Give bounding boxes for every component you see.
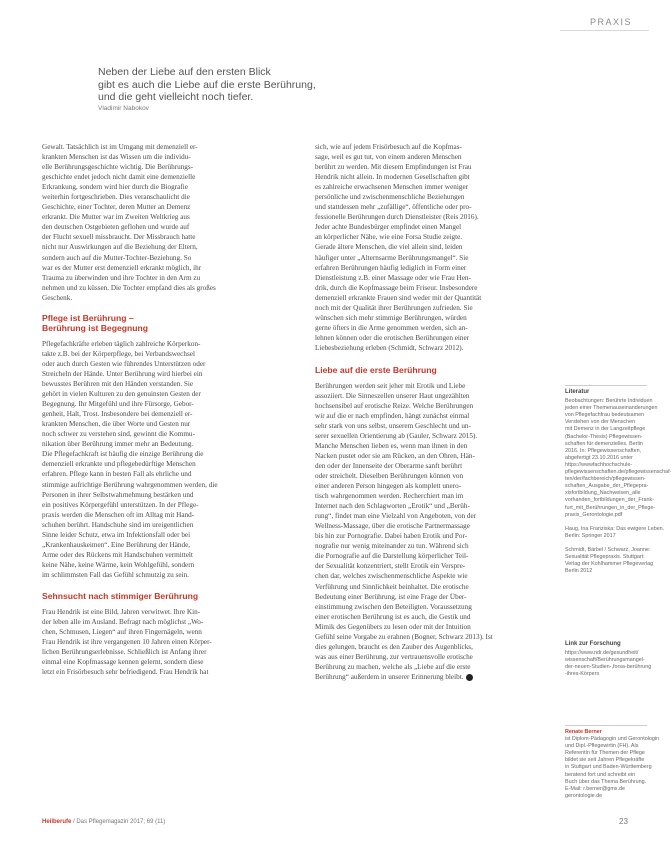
text-line: und stattdessen mehr „zufällige“, öffentliche oder pro- [315,203,472,212]
paragraph-sehnsucht [42,607,303,677]
text-line: E-Mail: r.berner@gmx.de [565,785,625,792]
section-heading-liebe: Liebe auf die erste Berührung [315,364,437,375]
sidebar-literature [565,385,671,575]
pull-quote [98,66,418,112]
text-line: ein positives Körpergefühl unterstützen. In der Pflege- [42,500,199,509]
text-line: erfahren. Pflege kann in besten Fall als ehrliche und [42,470,192,479]
footer-issue-text: / Das Pflegemagazin 2017; 69 (11) [73,819,166,825]
text-line: berührt zu werden. Mit diesem Empfindungen ist Frau [315,163,472,172]
text-line: Manche Menschen lieben es, wenn man ihnen in den [315,441,468,450]
text-line: demenziell erkrankte und pflegebedürftige Menschen [42,460,196,469]
text-line: einer erotischen Berührung ist es auch, die Gestik und [315,612,471,621]
text-line: krankten Menschen, die über Worte und Gesten nur [42,420,191,429]
quote-line: und die geht vielleicht noch tiefer. [98,91,254,103]
text-line: (Bachelor-Thesis) Pflegewissen- [565,433,643,440]
text-line: Jeder achte Bundesbürger empfindet einen Mangel [315,223,462,232]
text-line: wünschen sich mehr stimmige Berührungen, würden [315,313,467,322]
text-line: bis hin zur Pornografie. Dabei haben Erotik und Por- [315,532,468,541]
text-line: Gewalt. Tatsächlich ist im Umgang mit demenziell er- [42,143,198,151]
text-line: demenziell erkrankte Frauen sind weder mit der Quantität [315,293,482,302]
text-line: Geschenk. [42,293,73,302]
quote-line: Neben der Liebe auf den ersten Blick [98,66,271,78]
section-label: PRAXIS [590,17,633,27]
text-line: erkrankt. Die Mutter war im Zweiten Weltkrieg aus [42,213,190,222]
text-line: im schlimmsten Fall das Gefühl schmutzig zu sein. [42,570,189,579]
text-line: Verstehen von der Menschen [565,419,636,426]
text-line: letzt ein Frisörbesuch sehr befriedigend. Frau Hendrik hat [42,667,209,676]
text-line: Haug, Ina Franziska: Das ewigere Leben. [565,525,665,532]
text-line: Streicheln der Hände. Unter Berührung wird hierbei ein [42,369,203,378]
text-line: abgefertigt 23.10.2016 unter [565,454,633,461]
text-line: der-neuen-Studien-,forsa-berührung [565,664,652,671]
sidebar-author [565,725,660,800]
text-line: krankten Menschen ist das Wissen um die individu- [42,153,191,162]
text-line: https://wwwfachhochschule- [565,461,633,468]
text-line: stimmige aufrichtige Berührung wahrgenommen werden, die [42,480,218,489]
text-line: persönliche und zwischenmenschliche Beziehungen [315,193,465,202]
text-line: gerne öfters in die Arme genommen werden, sich an- [315,323,468,332]
text-line [565,540,647,547]
text-line: Internet nach den Schlagworten „Erotik“ und „Berüh- [315,502,470,511]
text-line: einstimmung zwischen den Beteiligten. Voraussetzung [315,602,472,611]
text-line: hochsensibel auf erotische Reize. Welche Berührungen [315,401,474,410]
text-line: Sexualität Pflegepraxis. Stuttgart: [565,554,645,561]
quote-line: gibt es auch die Liebe auf die erste Berührung, [98,78,316,91]
text-line: was aus einer Berührung, zur vertrauensvolle erotische [315,652,473,661]
text-line: der Flucht sexuell missbraucht. Der Missbrauch hatte [42,233,196,242]
text-line: xisfortbildung_Nachweisen_alle [565,490,641,497]
text-line: sehr stark von uns selbst, unserem Geschlecht und un- [315,421,471,430]
text-line: von Pflegefachfrau bedeutsamen [565,412,645,419]
text-line: Begegnung. Ihr Mitgefühl und ihre Fürsorge, Gebor- [42,400,194,409]
literature-title: Literatur [565,389,590,395]
text-line: lehnen können oder die erotischen Berührungen einer [315,333,470,342]
text-line: häufiger unter „Alternsarme Berührungsmangel“. Sie [315,253,469,262]
text-line: Pflegefachkräfte erleben täglich zahlreiche Körperkon- [42,339,201,348]
text-line: und Dipl.-Pflegewirtin (FH). Als [565,743,639,750]
text-line: Personen in ihrer Selbstwahrnehmung bestärken und [42,490,194,499]
article-column-left [42,142,303,677]
text-line: https://www.ndr.de/gesundheit/ [565,650,639,657]
text-line: Dienstleistung z.B. einer Massage oder wie Frau Hen- [315,273,471,282]
text-line: erfahren Berührungen häufig lediglich in Form einer [315,263,467,272]
text-line: bewusstes Berühren mit den Händen verstanden. Sie [42,380,194,389]
text-line: Hendrik nicht allein. In modernen Gesellschaften gibt [315,173,470,182]
sidebar-research-link [565,641,652,678]
text-line: noch schwer zu verstehen sind, gewinnt die Kommu- [42,430,195,439]
paragraph-continued [315,142,561,353]
text-line: der Sexualität konzentriert, stellt Erotik ein Verspre- [315,562,466,571]
text-line: Liebesbeziehung erleben (Schmidt, Schwarz 2012). [315,343,464,352]
text-line: einmal eine Kopfmassage kennen gelernt, sondern diese [42,657,204,666]
text-line: Berührungen werden seit jeher mit Erotik und Liebe [315,381,466,390]
text-line: pflegewissenschaften.de/pflegewissenschaf- [565,469,671,476]
text-line: lichen Berührungserlebnisse. Schließlich ist Anfang ihrer [42,647,207,656]
footer-brand: Heilberufe [42,819,72,825]
paragraph-pflege [42,339,303,580]
text-line: Referentin für Themen der Pflege [565,750,645,757]
text-line: drik, durch die Kopfmassage beim Friseur. Insbesondere [315,283,478,292]
text-line: noch mit der Qualität ihrer Berührungen zufrieden. Sie [315,303,473,312]
text-line: Gerade ältere Menschen, die viel allein sind, leiden [315,243,463,252]
text-line: Arme oder des Rückens mit Handschuhen vermittelt [42,550,193,559]
text-line: gehört in vielen Kulturen zu den genuinsten Gesten der [42,390,201,399]
author-bio [565,736,660,800]
paragraph-intro [42,142,303,303]
text-line: Verführung und Sinnlichkeit beinhaltet. Die erotische [315,582,469,591]
text-line: sage, weil es gut tut, von einem anderen Menschen [315,153,462,162]
text-line: Buch über das Thema Berührung. [565,778,647,785]
text-line: wissenschaft/Berührungsmangel- [565,657,645,664]
text-line: mit Demenz in der Langzeitpflege [565,426,646,433]
text-line: chen, Schmusen, Liegen“ auf ihren Fingernägeln, wenn [42,627,202,636]
text-line: Frau Hendrik ist eine Bild, Jahren verwitwet. Ihre Kin- [42,607,201,616]
text-line: Verlag der Kohlhammer Pflegeverlag [565,561,654,568]
text-line: -ihres-Körpers [565,671,600,678]
text-line: es zahlreiche erwachsenen Menschen immer weniger [315,183,469,192]
text-line: tisch wahrgenommen werden. Recherchiert man im [315,492,464,501]
text-line: dies gelungen, braucht es den Zauber des Augenblicks, [315,642,473,651]
footer-issue [42,819,165,825]
text-line: Bedeutung einer Berührung, ist eine Frage der Über- [315,592,467,601]
text-line: 2016. In: Pflegewissenschaften, [565,447,642,454]
text-line: Schmidt, Bärbel / Schwarz, Joanne: [565,547,651,554]
text-line: Berührung zu machen, welche als „Liebe auf die erste [315,662,471,671]
text-line: Geschichte, einer Tochter, deren Mutter an Demenz [42,203,191,212]
text-line [565,519,647,526]
text-line: serer sexuellen Orientierung ab (Gauler, Schwarz 2015). [315,431,478,440]
text-line: nografie nur wenig miteinander zu tun. Während sich [315,542,469,551]
text-line: schaften_Ausgabe_der_Pflegepra- [565,483,649,490]
text-line: die Pornografie auf die Darstellung körperlicher Teil- [315,552,469,561]
text-line: Berlin: Springer 2017 [565,532,616,539]
text-line: Nacken pustet oder sie am Rücken, an den Ohren, Hän- [315,451,475,460]
section-heading-sehnsucht: Sehnsucht nach stimmiger Berührung [42,590,199,601]
text-line: Trauma zu überwinden und ihre Tochter in den Arm zu [42,273,201,282]
text-line: Gefühl seine Vorgabe zu erahnen (Bogner, Schwarz 2013). Ist [315,632,493,641]
text-line: schuhen berührt. Handschuhe sind im ureigentlichen [42,520,194,529]
text-line: rung“, findet man eine Vielzahl von Angeboten, von der [315,512,477,521]
text-line: Wellness-Massage, über die erotische Partnermassage [315,522,470,531]
text-line: oder streichelt. Dieselben Berührungen können von [315,472,464,480]
text-line: Erkrankung, sondern wird hier durch die Biografie [42,183,188,192]
text-line: war es der Mutter erst demenziell erkrankt möglich, ihr [42,263,202,272]
text-line: gerontologie.de [565,792,603,799]
text-line: elle Berührungsgeschichte wichtig. Die Berührungs- [42,163,194,172]
text-line: in Stuttgart und Baden-Württemberg [565,764,652,771]
heading-line: Pflege ist Berührung – [42,312,134,323]
text-line: den deutschen Ostgebieten geflohen und wurde auf [42,223,190,232]
text-line: takte z.B. bei der Körperpflege, bei Verbandswechsel [42,349,195,358]
text-line: Frau Hendrik ist ihre vergangenen 10 Jahren einen Körper- [42,637,212,646]
text-line: Berührung“ außerdem in unserer Erinnerung bleibt. [315,672,561,682]
text-line: keine Nähe, keine Wärme, kein Wohlgefühl, sondern [42,560,195,569]
text-line: Sinne leider Schutz, etwa im Infektionsfall oder bei [42,530,191,539]
text-line: Berlin 2012 [565,568,593,575]
quote-author: Vladimir Nabokov [98,104,149,112]
text-line: schaften für demenzielles. Berlin [565,440,643,447]
text-line: genheit, Halt, Trost. Insbesondere bei demenziell er- [42,410,193,419]
text-line: sich, wie auf jedem Frisörbesuch auf die Kopfmas- [315,143,462,151]
text-line: sondern auch auf die Mutter-Tochter-Beziehung. So [42,253,192,262]
text-line: einer anderen Person hingegen als komplett unero- [315,482,462,491]
text-line: jeden einer Themenauseinanderungen [565,405,658,412]
text-line: oder auch durch Gesten wie führendes Unterstützen oder [42,359,206,368]
text-line: furt_mit_Berührungen_in_der_Pflege- [565,504,656,511]
text-line: praxis_Gerontologie.pdf [565,511,623,518]
text-line: den oder der Innenseite der Oberarme sanft berührt [315,461,463,470]
text-line: ten/der/fachbereich/pflegewissen- [565,476,646,483]
text-line: wir auf die er nach empfinden, hängt zunächst einmal [315,411,470,420]
text-line: Die Pflegefachkraft ist häufig die einzige Berührung die [42,450,204,459]
research-link-url[interactable] [565,650,652,678]
article-column-right [315,142,561,682]
section-divider [560,30,649,31]
text-line: vorhanden_fortbildungen_der_Frank- [565,497,655,504]
text-line: nehmen und zu küssen. Die Tochter empfand dies als großes [42,283,216,292]
text-line: nicht nur Auswirkungen auf die Beziehung der Eltern, [42,243,198,252]
text-line: der leben alle im Ausland. Befragt nach möglichst „Wo- [42,617,204,626]
research-link-title: Link zur Forschung [565,641,621,647]
heading-line: Berührung ist Begegnung [42,322,148,333]
text-line: weiterhin fortgeschrieben. Dies veranschaulicht die [42,193,190,202]
paragraph-liebe [315,381,561,682]
text-line: bildet sie seit Jahren Pflegekräfte [565,757,645,764]
text-line: nikation über Berührung immer mehr an Bedeutung. [42,440,194,449]
end-mark-icon [466,674,473,681]
text-line: „Krankenhauskeimen“. Eine Berührung der Hände, [42,540,191,549]
text-line: Beobachtungen: Berührte Individuen [565,398,653,405]
text-line: praxis werden die Menschen oft im Alltag mit Hand- [42,510,195,519]
text-line: chen dar, welches zwischenmenschliche Aspekte wie [315,572,468,581]
text-line: Mimik des Gegenübers zu lesen oder mit der Intuition [315,622,471,631]
author-name: Renate Berner [565,729,602,735]
text-line: assoziiert. Die Sinneszellen unserer Haut ungezählten [315,391,470,400]
section-heading-pflege [42,313,303,333]
text-line: beratend fort und schreibt ein [565,771,636,778]
text-line: fessionelle Berührungen durch Dienstleister (Reis 2016). [315,213,479,222]
text-line: an körperlicher Nähe, wie eine Forsa Studie zeigte. [315,233,463,242]
page-number: 23 [619,817,628,826]
literature-list [565,398,671,575]
text-line: ist Diplom-Pädagogin und Gerontologin [565,736,660,743]
text-line: geschichte endet jedoch nicht damit eine demenzielle [42,173,196,182]
